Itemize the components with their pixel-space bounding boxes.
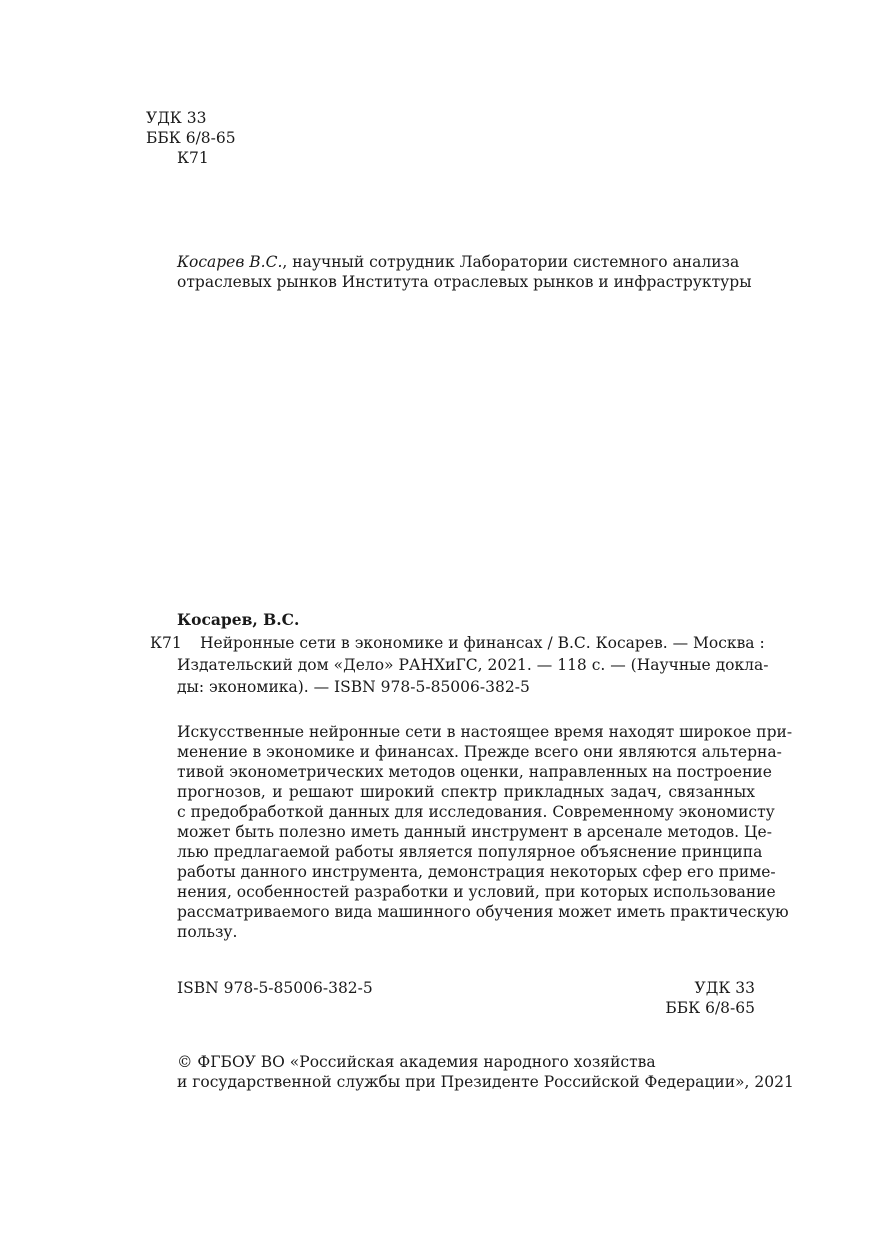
abstract-line: может быть полезно иметь данный инструмент в арсенале методов. Це- bbox=[177, 823, 772, 841]
abstract-line: работы данного инструмента, демонстрация некоторых сфер его приме- bbox=[177, 863, 776, 881]
abstract-line: прогнозов, и решают широкий спектр прикладных задач, связанных bbox=[177, 783, 755, 801]
abstract bbox=[177, 722, 793, 942]
author-heading: Косарев, В.С. bbox=[177, 610, 300, 629]
abstract-line: с предобработкой данных для исследования. Современному экономисту bbox=[177, 803, 775, 821]
footer-bbk: ББК 6/8-65 bbox=[665, 999, 755, 1017]
author-mark: К71 bbox=[177, 149, 209, 167]
footer-udc: УДК 33 bbox=[694, 979, 755, 997]
abstract-line: нения, особенностей разработки и условий, при которых использование bbox=[177, 883, 776, 901]
bib-mark: К71 bbox=[150, 634, 182, 652]
footer-isbn: ISBN 978-5-85006-382-5 bbox=[177, 979, 373, 997]
bib-line-3: ды: экономика). — ISBN 978-5-85006-382-5 bbox=[177, 678, 530, 696]
abstract-line: пользу. bbox=[177, 923, 238, 941]
abstract-line: рассматриваемого вида машинного обучения может иметь практическую bbox=[177, 903, 789, 921]
author-note-affiliation: , научный сотрудник Лаборатории системного анализа bbox=[282, 253, 740, 271]
author-note-name: Косарев В.С. bbox=[177, 253, 283, 271]
bib-line-1: Нейронные сети в экономике и финансах / В.С. Косарев. — Москва : bbox=[200, 634, 765, 652]
author-note-line1 bbox=[177, 252, 739, 272]
author-note-line2: отраслевых рынков Института отраслевых рынков и инфраструктуры bbox=[177, 273, 752, 291]
abstract-line: менение в экономике и финансах. Прежде всего они являются альтерна- bbox=[177, 743, 782, 761]
copyright-line2: и государственной службы при Президенте Российской Федерации», 2021 bbox=[177, 1073, 794, 1091]
abstract-line: лью предлагаемой работы является популярное объяснение принципа bbox=[177, 843, 763, 861]
abstract-line: тивой эконометрических методов оценки, направленных на построение bbox=[177, 763, 772, 781]
bbk-code: ББК 6/8-65 bbox=[146, 129, 236, 147]
copyright-line1: © ФГБОУ ВО «Российская академия народного хозяйства bbox=[177, 1053, 656, 1071]
abstract-line: Искусственные нейронные сети в настоящее время находят широкое при- bbox=[177, 723, 793, 741]
bib-line-2-text: Издательский дом «Дело» РАНХиГС, 2021. — 118 с. — (Научные докла- bbox=[177, 656, 769, 674]
udc-code: УДК 33 bbox=[146, 109, 207, 127]
bib-line-2 bbox=[177, 655, 769, 675]
